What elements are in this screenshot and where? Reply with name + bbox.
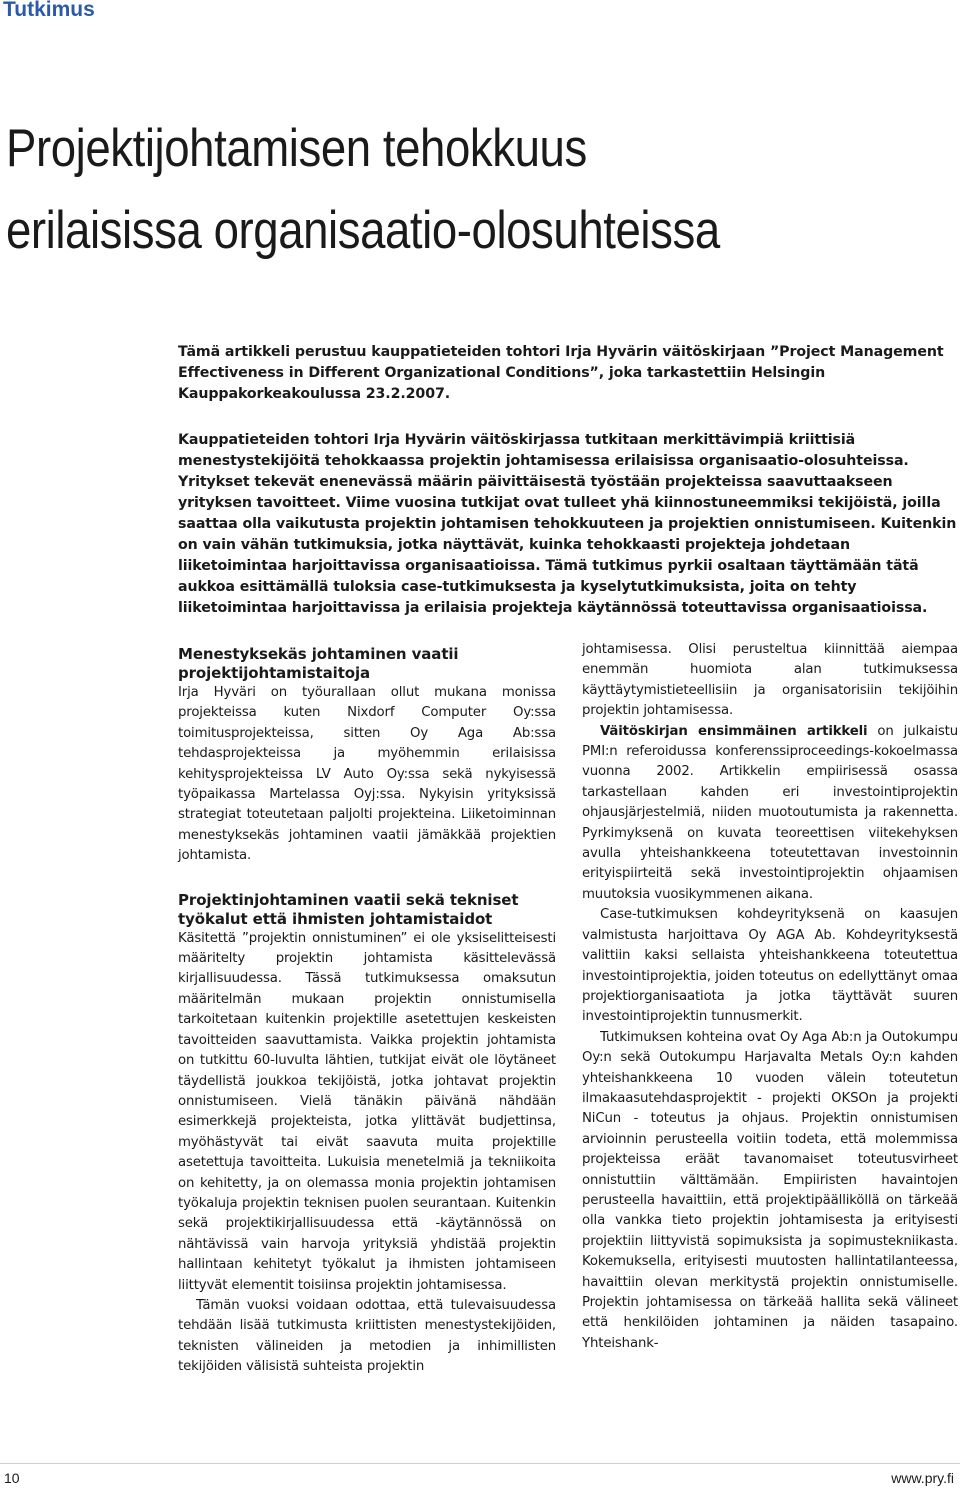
- title-line-1: Projektijohtamisen tehokkuus: [6, 119, 587, 178]
- right-column: [582, 640, 958, 1354]
- title-line-2: erilaisissa organisaatio-olosuhteissa: [6, 201, 720, 260]
- body-paragraph: Käsitettä ”projektin onnistuminen” ei ole yksiselitteisesti määritelty projektin johtamista käsittelevässä kirjallisuudessa. Tässä tutkimuksessa omaksutun määritelmän mukaan projektin onnistumisella tarkoitetaan kuitenkin projektille asetettujen keskeisten tavoitteiden saavuttamista. Vaikka projektin johtamista on tutkittu 60-luvulta lähtien, tutkijat eivät ole löytäneet täydellistä joukkoa tekijöistä, jotka johtavat projektin onnistumiseen. Vielä tänäkin päivänä nähdään esimerkkejä projekteista, jotka ylittävät budjettinsa, myöhästyvät tai eivät saavuta muita projektille asetettuja tavoitteita. Lukuisia menetelmiä ja tekniikoita on kehitetty, ja on olemassa monia projektin johtamisen työkaluja projektin teknisen puolen seurantaan. Kuitenkin sekä projektikirjallisuudessa että -käytännössä on nähtävissä vain harvoja yrityksiä yhdistää projektin hallintaan kehitetyt työkalut ja ihmisten johtamiseen liittyvät elementit toisiinsa projektin johtamisessa.: [178, 930, 556, 1293]
- intro-paragraph-1: Tämä artikkeli perustuu kauppatieteiden tohtori Irja Hyvärin väitöskirjaan ”Project Management Effectiveness in Different Organizational Conditions”, joka tarkastettiin Helsingin Kauppakorkeakoulussa 23.2.2007.: [178, 344, 944, 402]
- body-paragraph: Tämän vuoksi voidaan odottaa, että tulevaisuudessa tehdään lisää tutkimusta kriittisten menestystekijöiden, teknisten välineiden ja metodien ja inhimillisten tekijöiden välisistä suhteista projektin: [178, 1297, 556, 1375]
- section-label: Tutkimus: [3, 0, 95, 21]
- article-title: [6, 108, 823, 272]
- body-paragraph: Tutkimuksen kohteina ovat Oy Aga Ab:n ja Outokumpu Oy:n sekä Outokumpu Harjavalta Metals Oy:n kahden yhteishankkeena 10 vuoden välein toteutetun ilmakaasutehdasprojektit - projekti OKSOn ja projekti NiCun - toteutus ja ohjaus. Projektin onnistumisen arvioinnin perusteella voitiin todeta, että molemmissa projekteissa eräät tavanomaiset toteutusvirheet onnistuttiin välttämään. Empiiristen havaintojen perusteella havaittiin, että projektipäälliköllä on tärkeää olla vankka tieto projektin johtamisesta ja erityisesti projektiin liittyvistä sopimuksista ja sopimustekniikasta. Kokemuksella, erityisesti muutosten hallintatilanteessa, havaittiin olevan merkitystä projektin onnistumiselle. Projektin johtamisessa on tärkeää hallita sekä välineet että henkilöiden johtaminen ja näiden tasapaino. Yhteishank-: [582, 1029, 958, 1351]
- body-paragraph: Case-tutkimuksen kohdeyrityksenä on kaasujen valmistusta harjoittava Oy AGA Ab. Kohdeyrityksestä valittiin kaksi sellaista yhteishankkeena toteutettua investointiprojektia, joiden toteutus on edellyttänyt omaa projektiorganisaatiota ja jotka täyttävät suuren investointiprojektin tunnusmerkit.: [582, 907, 958, 1025]
- body-paragraph: Irja Hyväri on työurallaan ollut mukana monissa projekteissa kuten Nixdorf Computer Oy:ssa toimitusprojekteissa, sitten Oy Aga Ab:ssa tehdasprojekteissa ja myöhemmin erilaisissa kehitysprojekteissa LV Auto Oy:ssa sekä nykyisessä työpaikassa Martelassa Oyj:ssa. Nykyisin yrityksissä strategiat toteutetaan paljolti projekteina. Liiketoiminnan menestyksekäs johtaminen vaatii jämäkkää projektien johtamista.: [178, 685, 556, 864]
- footer-divider: [0, 1463, 960, 1464]
- body-text: on julkaistu PMI:n referoidussa konferenssiproceedings-kokoelmassa vuonna 2002. Artikkelin empiirisessä osassa tarkastellaan kahden eri investointiprojektin ohjausjärjestelmiä, niiden muotoutumista ja rakennetta. Pyrkimyksenä on kuvata teoreettisen viitekehyksen avulla yhteishankkeena toteutettavan investoinnin erityispiirteitä sekä investointiprojektin ohjaamisen muutoksia vuosikymmenen aikana.: [582, 723, 958, 902]
- bold-lead-text: Väitöskirjan ensimmäinen artikkeli: [600, 723, 868, 739]
- left-column: [178, 640, 556, 1378]
- subheading-2: Projektinjohtaminen vaatii sekä tekniset työkalut että ihmisten johtamistaidot: [178, 890, 519, 928]
- page-number: 10: [4, 1470, 20, 1486]
- intro-paragraph-2: Kauppatieteiden tohtori Irja Hyvärin väitöskirjassa tutkitaan merkittävimpiä kriittisiä menestystekijöitä tehokkaassa projektin johtamisessa erilaisissa organisaatio-olosuhteissa. Yritykset tekevät enenevässä määrin päivittäisestä työstään projekteissa saavuttaakseen yrityksen tavoitteet. Viime vuosina tutkijat ovat tulleet yhä kiinnostuneemmiksi tekijöistä, joilla saattaa olla vaikutusta projektin johtamisen tehokkuuteen ja projektien onnistumiseen. Kuitenkin on vain vähän tutkimuksia, jotka näyttävät, kuinka tehokkaasti projekteja johdetaan liiketoimintaa harjoittavissa organisaatioissa. Tämä tutkimus pyrkii osaltaan täyttämään tätä aukkoa esittämällä tuloksia case-tutkimuksesta ja kyselytutkimuksista, joita on tehty liiketoimintaa harjoittavissa ja erilaisia projekteja käytännössä toteuttavissa organisaatioissa.: [178, 432, 957, 616]
- subheading-1: Menestyksekäs johtaminen vaatii projektijohtamistaitoja: [178, 645, 459, 682]
- body-paragraph: [582, 722, 958, 906]
- body-paragraph: johtamisessa. Olisi perusteltua kiinnittää aiempaa enemmän huomiota alan tutkimuksessa käyttäytymistieteellisiin ja organisatorisiin tekijöihin projektin johtamisessa.: [582, 642, 958, 719]
- website-link[interactable]: www.pry.fi: [891, 1470, 954, 1486]
